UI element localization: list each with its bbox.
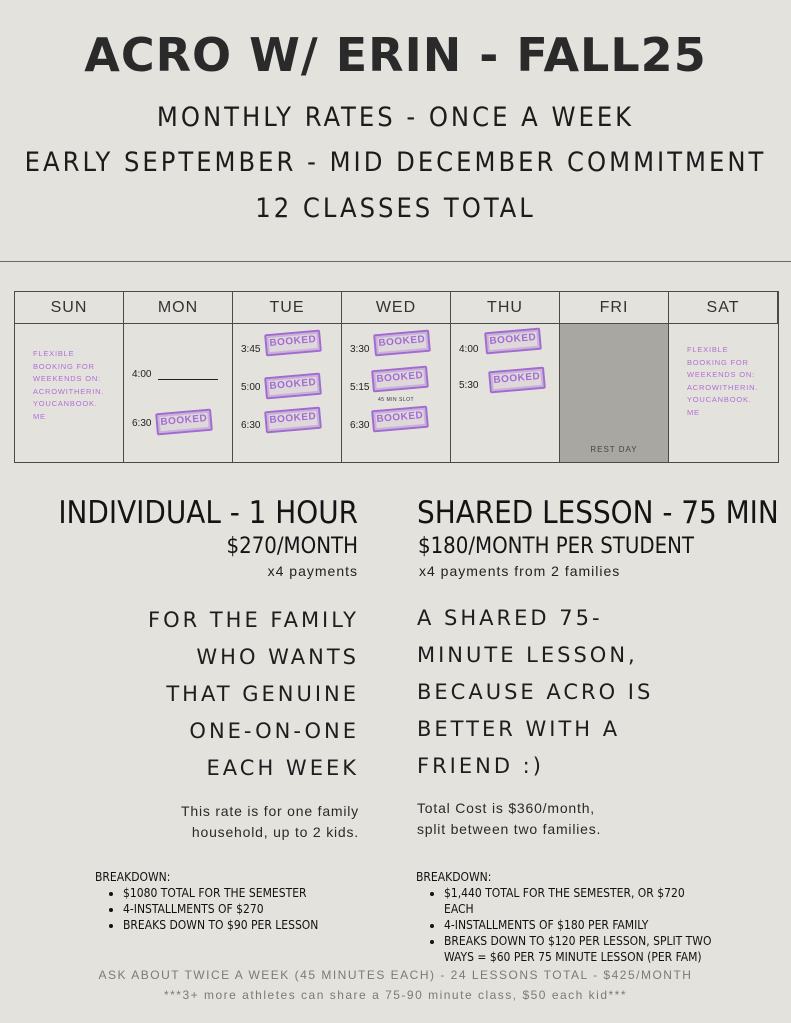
- slot-time: 3:45: [241, 344, 261, 355]
- footer-group-note: ***3+ more athletes can share a 75-90 minute class, $50 each kid***: [163, 988, 628, 1002]
- slot-duration-note: 45 MIN SLOT: [378, 397, 415, 403]
- rest-day-label: REST DAY: [590, 445, 638, 454]
- slot-time: 6:30: [132, 418, 152, 429]
- time-slot[interactable]: [132, 369, 218, 380]
- slot-time: 3:30: [350, 344, 370, 355]
- day-cell-thu: [451, 324, 560, 462]
- pitch-line: MINUTE LESSON,: [417, 643, 638, 667]
- day-header-sun: SUN: [15, 292, 124, 324]
- breakdown-item: • $1,440 TOTAL FOR THE SEMESTER, OR $720 EACH: [444, 885, 716, 917]
- breakdown-title: BREAKDOWN:: [416, 870, 492, 884]
- individual-breakdown: [95, 869, 395, 933]
- slot-time: 4:00: [459, 344, 479, 355]
- booked-stamp: BOOKED: [373, 330, 431, 357]
- day-header-mon: MON: [124, 292, 233, 324]
- booked-stamp: BOOKED: [371, 366, 429, 393]
- booked-stamp: BOOKED: [264, 407, 322, 434]
- pitch-line: WHO WANTS: [196, 645, 359, 669]
- shared-payments: x4 payments from 2 families: [419, 563, 621, 579]
- individual-price: $270/MONTH: [226, 534, 358, 559]
- weekend-booking-note: FLEXIBLE BOOKING FOR WEEKENDS ON: ACROWITHERIN. YOUCANBOOK. ME: [687, 345, 759, 417]
- day-header-fri: FRI: [560, 292, 669, 324]
- booked-stamp: BOOKED: [155, 409, 213, 436]
- time-slot: [241, 420, 261, 431]
- day-cell-mon: [124, 324, 233, 462]
- breakdown-item: • BREAKS DOWN TO $90 PER LESSON: [123, 917, 395, 933]
- time-slot: [459, 344, 479, 355]
- day-header-sat: SAT: [669, 292, 778, 324]
- breakdown-item: • 4-INSTALLMENTS OF $180 PER FAMILY: [444, 917, 716, 933]
- time-slot: [132, 418, 152, 429]
- pitch-line: FRIEND :): [417, 754, 544, 778]
- divider: [0, 261, 791, 262]
- slot-time: 4:00: [132, 369, 152, 380]
- note-line: Total Cost is $360/month,: [417, 800, 595, 816]
- shared-note: [417, 798, 601, 840]
- day-cell-sat: [669, 324, 778, 462]
- booked-stamp: BOOKED: [488, 367, 546, 394]
- breakdown-item: • $1080 TOTAL FOR THE SEMESTER: [123, 885, 395, 901]
- footer-twice-a-week: ASK ABOUT TWICE A WEEK (45 MINUTES EACH) - 24 LESSONS TOTAL - $425/MONTH: [98, 968, 693, 982]
- pitch-line: BECAUSE ACRO IS: [417, 680, 654, 704]
- shared-price: $180/MONTH PER STUDENT: [418, 534, 694, 559]
- time-slot: [350, 344, 370, 355]
- time-slot: [241, 344, 261, 355]
- pitch-line: BETTER WITH A: [417, 717, 621, 741]
- weekly-calendar: [14, 291, 779, 463]
- page-title: ACRO W/ ERIN - FALL25: [84, 28, 707, 82]
- individual-title: INDIVIDUAL - 1 HOUR: [58, 495, 358, 531]
- booked-stamp: BOOKED: [264, 373, 322, 400]
- slot-time: 5:15: [350, 382, 370, 393]
- note-line: split between two families.: [417, 821, 602, 837]
- day-header-wed: WED: [342, 292, 451, 324]
- breakdown-item: • BREAKS DOWN TO $120 PER LESSON, SPLIT TWO WAYS = $60 PER 75 MINUTE LESSON (PER FAM): [444, 933, 716, 965]
- slot-line: [158, 370, 218, 380]
- breakdown-item: • 4-INSTALLMENTS OF $270: [123, 901, 395, 917]
- booked-stamp: BOOKED: [484, 328, 542, 355]
- day-cell-tue: [233, 324, 342, 462]
- slot-time: 5:00: [241, 382, 261, 393]
- slot-time: 5:30: [459, 380, 479, 391]
- day-cell-fri: [560, 324, 669, 462]
- subtitle-commitment: EARLY SEPTEMBER - MID DECEMBER COMMITMENT: [24, 147, 767, 178]
- shared-pitch: [417, 600, 653, 785]
- time-slot: [459, 380, 479, 391]
- pitch-line: FOR THE FAMILY: [147, 608, 359, 632]
- weekend-booking-note: FLEXIBLE BOOKING FOR WEEKENDS ON: ACROWITHERIN. YOUCANBOOK. ME: [33, 349, 105, 421]
- booked-stamp: BOOKED: [371, 406, 429, 433]
- note-line: household, up to 2 kids.: [191, 824, 359, 840]
- individual-pitch: [148, 602, 359, 787]
- pitch-line: EACH WEEK: [206, 756, 359, 780]
- day-header-tue: TUE: [233, 292, 342, 324]
- shared-title: SHARED LESSON - 75 MIN: [417, 495, 779, 531]
- day-cell-sun: [15, 324, 124, 462]
- day-header-thu: THU: [451, 292, 560, 324]
- individual-note: [181, 801, 359, 843]
- time-slot: [350, 382, 370, 393]
- subtitle-class-count: 12 CLASSES TOTAL: [255, 193, 536, 224]
- note-line: This rate is for one family: [181, 803, 359, 819]
- pitch-line: ONE-ON-ONE: [189, 719, 359, 743]
- subtitle-rates: MONTHLY RATES - ONCE A WEEK: [156, 102, 635, 133]
- time-slot: [241, 382, 261, 393]
- breakdown-title: BREAKDOWN:: [95, 870, 171, 884]
- booked-stamp: BOOKED: [264, 330, 322, 357]
- individual-payments: x4 payments: [267, 563, 358, 579]
- day-cell-wed: [342, 324, 451, 462]
- time-slot: [350, 420, 370, 431]
- pitch-line: THAT GENUINE: [166, 682, 359, 706]
- slot-time: 6:30: [241, 420, 261, 431]
- slot-time: 6:30: [350, 420, 370, 431]
- shared-breakdown: [416, 869, 716, 965]
- pitch-line: A SHARED 75-: [417, 606, 603, 630]
